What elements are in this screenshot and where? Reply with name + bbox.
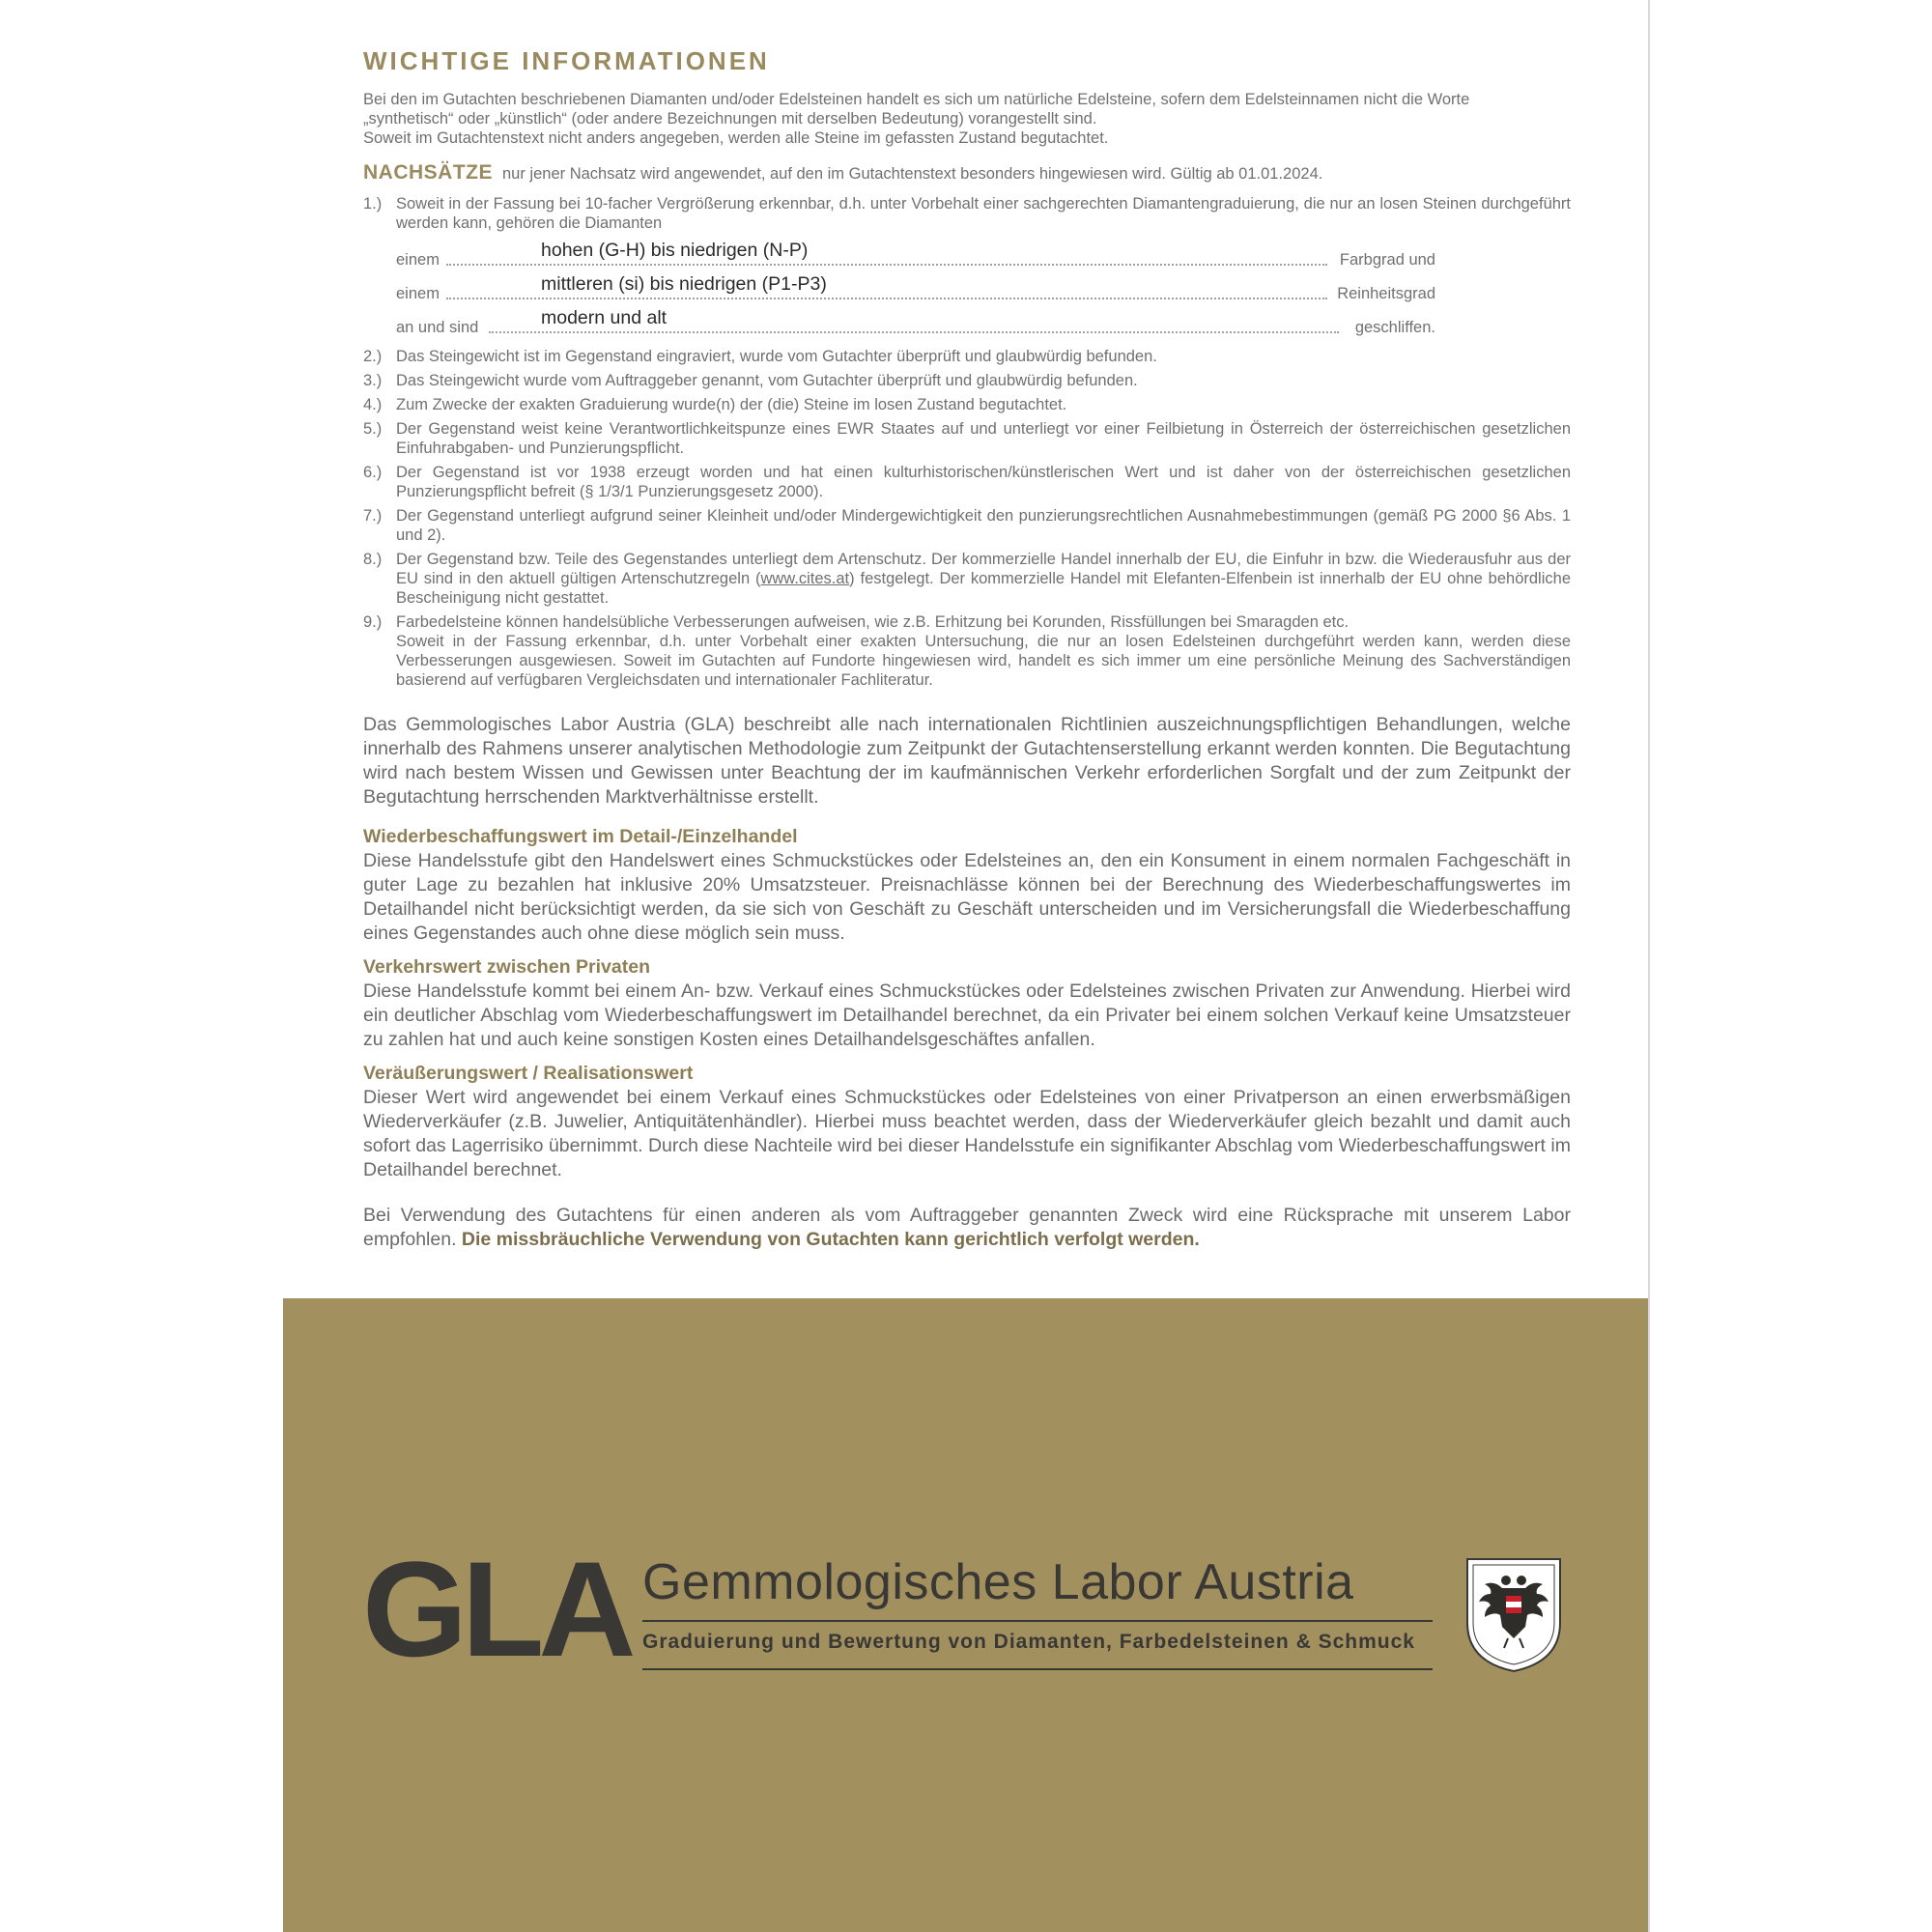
item-text: Der Gegenstand weist keine Verantwortlichkeitspunze eines EWR Staates auf und unterliegt vor einer Feilbietung in Österreich der österreichischen gesetzlichen Einfuhrabgaben- und Punzierungspflicht. bbox=[396, 420, 1571, 457]
item-text: Der Gegenstand unterliegt aufgrund seiner Kleinheit und/oder Mindergewichtigkeit den punzierungsrechtlichen Ausnahmebestimmungen (gemäß PG 2000 §6 Abs. 1 und 2). bbox=[396, 507, 1571, 544]
intro-block bbox=[363, 90, 1571, 148]
list-item bbox=[363, 506, 1571, 545]
item-text: Der Gegenstand ist vor 1938 erzeugt worden und hat einen kulturhistorischen/künstlerischen Wert und ist daher von der österreichischen gesetzlichen Punzierungspflicht befreit (§ 1/3/1 Punzierungsgesetz 2000). bbox=[396, 464, 1571, 500]
intro-line: Bei den im Gutachten beschriebenen Diamanten und/oder Edelsteinen handelt es sich um natürliche Edelsteine, sofern dem Edelsteinnamen nicht die Worte bbox=[363, 91, 1470, 108]
item-text-line: Soweit in der Fassung erkennbar, d.h. unter Vorbehalt einer exakten Untersuchung, die nur an losen Edelsteinen durchgeführt werden kann, werden diese Verbesserungen ausgewiesen. Soweit im Gutachten auf Fundorte hingewiesen wird, handelt es sich immer um eine persönliche Meinung des Sachverständigen basierend auf verfügbaren Vergleichsdaten und internationaler Fachliteratur. bbox=[396, 633, 1571, 689]
closing-warning: Die missbräuchliche Verwendung von Gutachten kann gerichtlich verfolgt werden. bbox=[461, 1229, 1200, 1250]
list-item bbox=[363, 550, 1571, 608]
item-text: Soweit in der Fassung bei 10-facher Vergrößerung erkennbar, d.h. unter Vorbehalt einer sachgerechten Diamantengraduierung, die nur an losen Steinen durchgeführt werden kann, gehören die Diamanten bbox=[396, 195, 1571, 232]
gla-paragraph: Das Gemmologisches Labor Austria (GLA) beschreibt alle nach internationalen Richtlinien auszeichnungspflichtigen Behandlungen, welche innerhalb des Rahmens unserer analytischen Methodologie zum Zeitpunkt der Gutachtenserstellung erkannt werden konnten. Die Begutachtung wird nach bestem Wissen und Gewissen unter Beachtung der im kaufmännischen Verkehr erforderlichen Sorgfalt und der zum Zeitpunkt der Begutachtung herrschenden Marktverhältnisse erstellt. bbox=[363, 714, 1571, 808]
item-text bbox=[396, 550, 1571, 608]
fill-in-value: modern und alt bbox=[541, 307, 668, 328]
fill-in-lead: einem bbox=[396, 285, 440, 302]
list-item bbox=[363, 463, 1571, 501]
fill-in-tail: geschliffen. bbox=[1354, 319, 1435, 336]
section-heading: Wiederbeschaffungswert im Detail-/Einzelhandel bbox=[363, 826, 798, 847]
item-text-line: Farbedelsteine können handelsübliche Verbesserungen aufweisen, wie z.B. Erhitzung bei Korunden, Rissfüllungen bei Smaragden etc. bbox=[396, 613, 1350, 631]
gla-logo: GLA bbox=[362, 1533, 631, 1685]
item-number: 7.) bbox=[363, 507, 383, 525]
nachsaetze-list bbox=[363, 194, 1571, 690]
section-text: Diese Handelsstufe kommt bei einem An- bzw. Verkauf eines Schmuckstückes oder Edelsteines zwischen Privaten zur Anwendung. Hierbei wird ein deutlicher Abschlag vom Wiederbeschaffungswert im Detailhandel berechnet, da ein Privater bei einem solchen Verkauf keine Umsatzsteuer zu zahlen hat und auch keine sonstigen Kosten eines Detailhandelsgeschäftes anfallen. bbox=[363, 980, 1571, 1050]
fill-in-value: hohen (G-H) bis niedrigen (N-P) bbox=[541, 240, 809, 261]
intro-line: „synthetisch“ oder „künstlich“ (oder andere Bezeichnungen mit derselben Bedeutung) vorangestellt sind. bbox=[363, 110, 1097, 128]
item-number: 4.) bbox=[363, 396, 383, 413]
item-number: 9.) bbox=[363, 613, 383, 631]
page-title: WICHTIGE INFORMATIONEN bbox=[363, 46, 770, 75]
divider bbox=[642, 1668, 1433, 1670]
fill-in-row bbox=[396, 305, 1435, 339]
item-text-part: Der Gegenstand bzw. Teile des Gegenstandes unterliegt dem Artenschutz. Der kommerzielle Handel innerhalb der EU, die Einfuhr in bzw. die Wiederausfuhr aus der EU sind in den aktuell gültigen Artenschutzregeln ( bbox=[396, 551, 1571, 587]
closing-text: Bei Verwendung des Gutachtens für einen anderen als vom Auftraggeber genannten Zweck wird eine Rücksprache mit unserem Labor empfohlen. bbox=[363, 1205, 1571, 1250]
footer-band bbox=[283, 1298, 1648, 1932]
item-text-part: ) festgelegt. Der kommerzielle Handel mit Elefanten-Elfenbein ist innerhalb der EU ohne behördliche Bescheinigung nicht gestattet. bbox=[396, 570, 1571, 607]
list-item bbox=[363, 347, 1571, 366]
list-item bbox=[363, 419, 1571, 458]
section-text: Dieser Wert wird angewendet bei einem Verkauf eines Schmuckstückes oder Edelsteines von einer Privatperson an einen erwerbsmäßigen Wiederverkäufer (z.B. Juwelier, Antiquitätenhändler). Hierbei muss beachtet werden, dass der Wiederverkäufer gleich bezahlt und damit auch sofort das Lagerrisiko übernimmt. Durch diese Nachteile wird bei dieser Handelsstufe ein signifikanter Abschlag vom Wiederbeschaffungswert im Detailhandel berechnet. bbox=[363, 1087, 1571, 1180]
fill-in-lead: an und sind bbox=[396, 319, 479, 336]
closing-paragraph bbox=[363, 1204, 1571, 1252]
fill-in-row bbox=[396, 271, 1435, 305]
austrian-eagle-seal-icon bbox=[1462, 1555, 1566, 1673]
document-page bbox=[283, 0, 1650, 1932]
fill-in-tail: Reinheitsgrad bbox=[1337, 285, 1435, 302]
dotted-line bbox=[446, 298, 1327, 299]
item-text: Das Steingewicht ist im Gegenstand eingraviert, wurde vom Gutachter überprüft und glaubwürdig befunden. bbox=[396, 348, 1157, 365]
item-text: Das Steingewicht wurde vom Auftraggeber genannt, vom Gutachter überprüft und glaubwürdig befunden. bbox=[396, 372, 1138, 389]
fill-in-value: mittleren (si) bis niedrigen (P1-P3) bbox=[541, 273, 827, 295]
nachsaetze-note: nur jener Nachsatz wird angewendet, auf den im Gutachtenstext besonders hingewiesen wird. Gültig ab 01.01.2024. bbox=[502, 165, 1323, 183]
fill-in-tail: Farbgrad und bbox=[1339, 251, 1435, 269]
item-number: 5.) bbox=[363, 420, 383, 438]
list-item bbox=[363, 395, 1571, 414]
list-item bbox=[363, 194, 1571, 233]
intro-line: Soweit im Gutachtenstext nicht anders angegeben, werden alle Steine im gefassten Zustand begutachtet. bbox=[363, 129, 1109, 147]
item-number: 8.) bbox=[363, 551, 383, 568]
item-number: 1.) bbox=[363, 195, 383, 213]
item-text: Zum Zwecke der exakten Graduierung wurde(n) der (die) Steine im losen Zustand begutachtet. bbox=[396, 396, 1067, 413]
item-number: 3.) bbox=[363, 372, 383, 389]
dotted-line bbox=[489, 331, 1339, 333]
document-content bbox=[363, 46, 1571, 1252]
section-heading: Veräußerungswert / Realisationswert bbox=[363, 1063, 694, 1084]
item-number: 2.) bbox=[363, 348, 383, 365]
item-number: 6.) bbox=[363, 464, 383, 481]
divider bbox=[642, 1620, 1433, 1622]
section-heading: Verkehrswert zwischen Privaten bbox=[363, 956, 650, 978]
dotted-line bbox=[446, 264, 1327, 266]
fill-in-row bbox=[396, 238, 1435, 271]
cites-link[interactable]: www.cites.at bbox=[760, 570, 850, 587]
item-text bbox=[396, 612, 1571, 690]
lab-tagline: Graduierung und Bewertung von Diamanten, Farbedelsteinen & Schmuck bbox=[642, 1631, 1415, 1653]
nachsaetze-title: NACHSÄTZE bbox=[363, 161, 493, 184]
list-item bbox=[363, 612, 1571, 690]
section-text: Diese Handelsstufe gibt den Handelswert eines Schmuckstückes oder Edelsteines an, den ein Konsument in einem normalen Fachgeschäft in guter Lage zu bezahlen hat inklusive 20% Umsatzsteuer. Preisnachlässe können bei der Berechnung des Wiederbeschaffungswertes im Detailhandel nicht berücksichtigt werden, da sie sich von Geschäft zu Geschäft unterscheiden und im Versicherungsfall die Wiederbeschaffung eines Gegenstandes auch ohne diese möglich sein muss. bbox=[363, 850, 1571, 944]
nachsaetze-header bbox=[363, 161, 1571, 185]
lab-name: Gemmologisches Labor Austria bbox=[642, 1554, 1354, 1610]
list-item bbox=[363, 371, 1571, 390]
fill-in-lead: einem bbox=[396, 251, 440, 269]
